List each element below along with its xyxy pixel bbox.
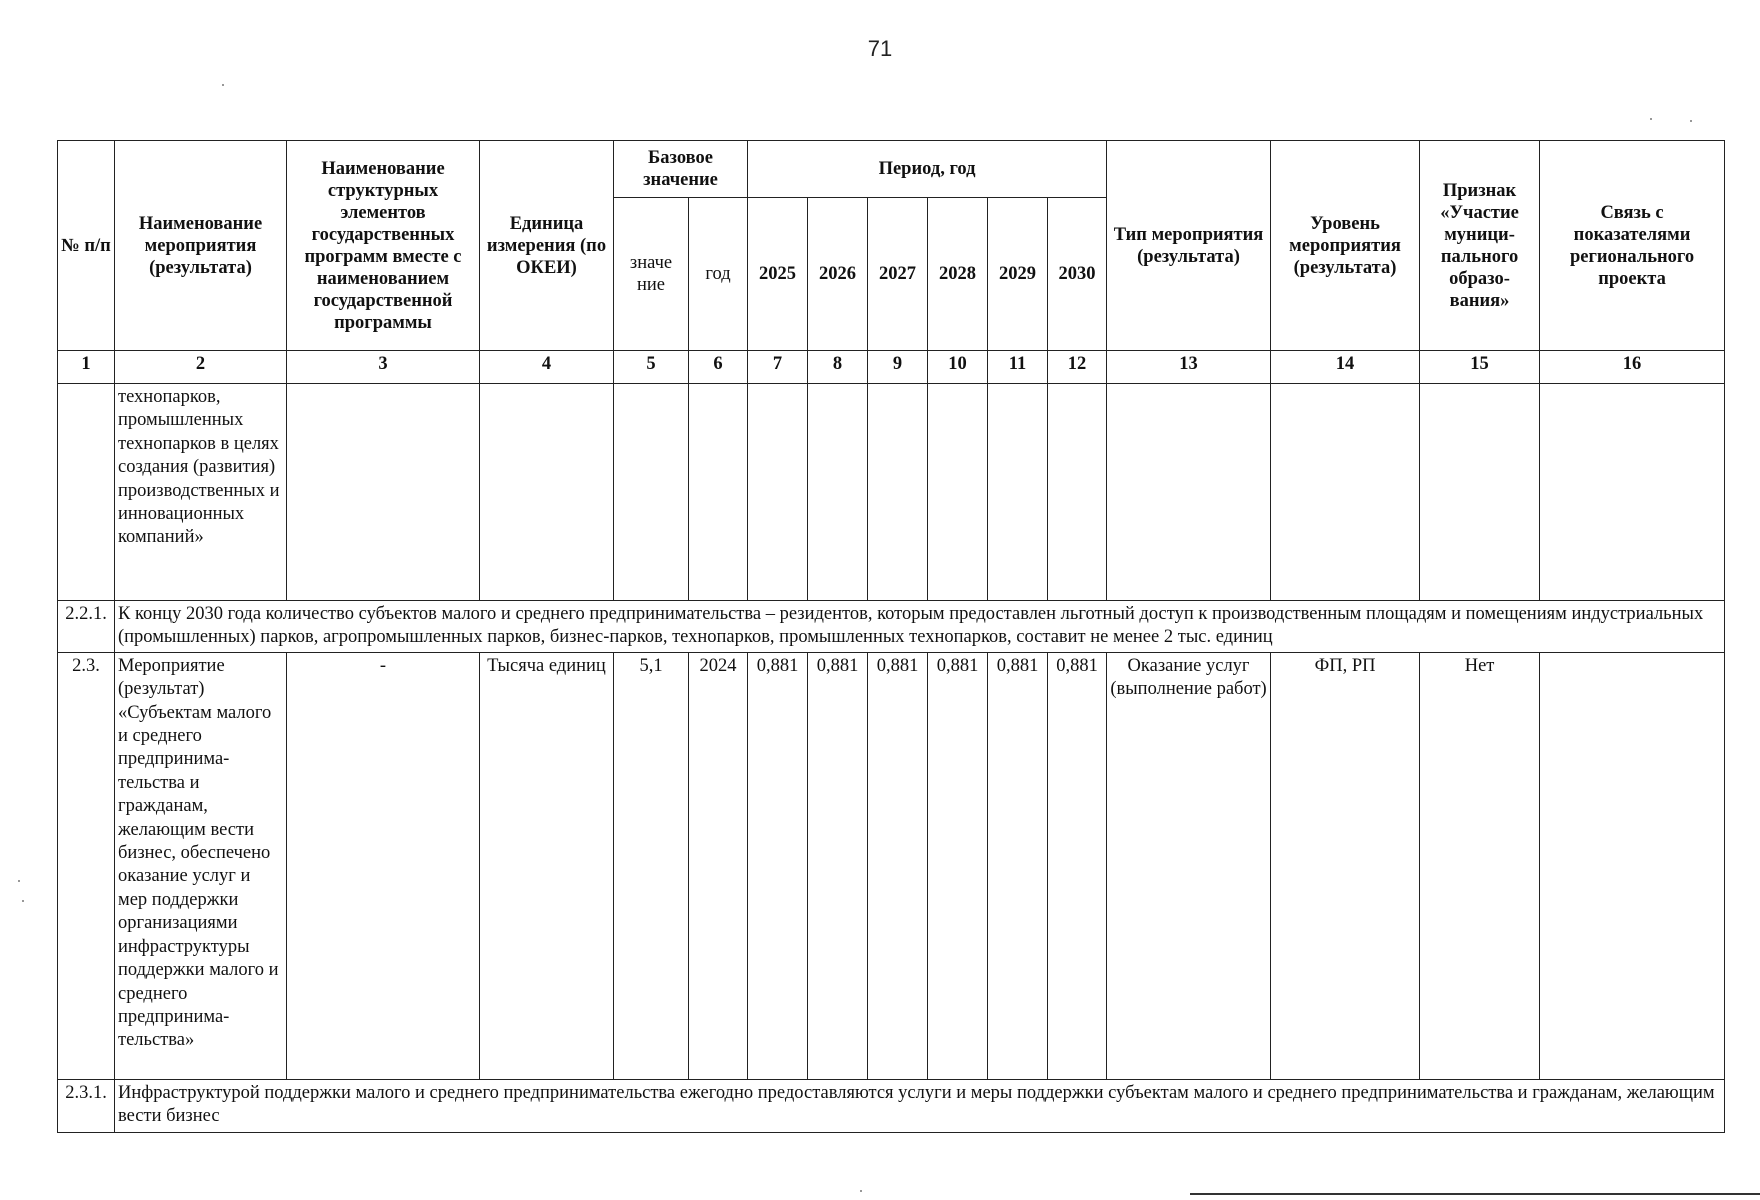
column-number: 10 (928, 351, 988, 384)
column-number: 13 (1107, 351, 1271, 384)
column-number: 9 (868, 351, 928, 384)
header-year: 2027 (868, 198, 928, 351)
row-number: 2.3. (58, 652, 115, 1079)
column-number: 8 (808, 351, 868, 384)
measure-name-continuation: технопарков, промышленных технопарков в целях создания (развития) производственных и инновационных компаний» (115, 384, 287, 601)
header-municipal: Признак «Участие муници- пального образо- вания» (1420, 141, 1540, 351)
header-num: № п/п (58, 141, 115, 351)
header-year: 2028 (928, 198, 988, 351)
unit: Тысяча единиц (480, 652, 614, 1079)
scan-edge-line (1190, 1193, 1760, 1195)
structural-element: - (287, 652, 480, 1079)
column-number: 12 (1048, 351, 1107, 384)
period-value: 0,881 (808, 652, 868, 1079)
header-unit: Единица измерения (по ОКЕИ) (480, 141, 614, 351)
header-base: Базовое значение (614, 141, 748, 198)
header-period: Период, год (748, 141, 1107, 198)
cell-empty (1271, 384, 1420, 601)
period-value: 0,881 (988, 652, 1048, 1079)
scan-speck (1650, 118, 1652, 120)
cell-empty (1420, 384, 1540, 601)
header-link: Связь с показателями регионального проекта (1540, 141, 1725, 351)
cell-empty (480, 384, 614, 601)
cell-empty (928, 384, 988, 601)
cell-empty (748, 384, 808, 601)
period-value: 0,881 (1048, 652, 1107, 1079)
cell-empty (58, 384, 115, 601)
cell-empty (808, 384, 868, 601)
cell-empty (1540, 384, 1725, 601)
header-base-year: год (689, 198, 748, 351)
row-number: 2.2.1. (58, 601, 115, 653)
header-measure-name: Наименование мероприятия (результата) (115, 141, 287, 351)
header-type: Тип мероприятия (результата) (1107, 141, 1271, 351)
cell-empty (868, 384, 928, 601)
cell-empty (1107, 384, 1271, 601)
municipal-participation: Нет (1420, 652, 1540, 1079)
column-number: 11 (988, 351, 1048, 384)
column-number: 3 (287, 351, 480, 384)
column-number: 16 (1540, 351, 1725, 384)
column-number: 14 (1271, 351, 1420, 384)
column-number: 7 (748, 351, 808, 384)
column-number: 2 (115, 351, 287, 384)
period-value: 0,881 (748, 652, 808, 1079)
row-description: Инфраструктурой поддержки малого и среднего предпринимательства ежегодно предоставляются услуги и меры поддержки субъектам малого и среднего предпринимательства и гражданам, желающим вести бизнес (115, 1079, 1725, 1132)
table-row-2-3 (58, 652, 1725, 1079)
measure-name: Мероприятие (результат) «Субъектам малого и среднего предпринима- тельства и гражданам, желающим вести бизнес, обеспечено оказание услуг и мер поддержки организациями инфраструктуры поддержки малого и среднего предпринима- тельства» (115, 652, 287, 1079)
header-year: 2026 (808, 198, 868, 351)
scan-speck (222, 84, 224, 86)
cell-empty (1048, 384, 1107, 601)
column-number-row (58, 351, 1725, 384)
row-description: К концу 2030 года количество субъектов малого и среднего предпринимательства – резидентов, которым предоставлен льготный доступ к производственным площадям и помещениям индустриальных (промышленных) парков, агропромышленных парков, бизнес-парков, технопарков, промышленных технопарков, составит не менее 2 тыс. единиц (115, 601, 1725, 653)
table-row-2-2-1 (58, 601, 1725, 653)
header-base-value: значе ние (614, 198, 689, 351)
scan-speck (18, 880, 20, 882)
table-row-2-3-1 (58, 1079, 1725, 1132)
header-year: 2030 (1048, 198, 1107, 351)
period-value: 0,881 (928, 652, 988, 1079)
cell-empty (988, 384, 1048, 601)
column-number: 5 (614, 351, 689, 384)
header-structural-elements: Наименование структурных элементов государственных программ вместе с наименованием государственной программы (287, 141, 480, 351)
page-number: 71 (867, 36, 893, 61)
period-value: 0,881 (868, 652, 928, 1079)
scan-speck (1690, 120, 1692, 122)
cell-empty (287, 384, 480, 601)
header-year: 2029 (988, 198, 1048, 351)
base-year: 2024 (689, 652, 748, 1079)
column-number: 4 (480, 351, 614, 384)
cell-empty (689, 384, 748, 601)
scan-speck (22, 900, 24, 902)
header-year: 2025 (748, 198, 808, 351)
base-value: 5,1 (614, 652, 689, 1079)
measures-table (57, 140, 1725, 1133)
measure-level: ФП, РП (1271, 652, 1420, 1079)
measure-type: Оказание услуг (выполнение работ) (1107, 652, 1271, 1079)
header-row-top (58, 141, 1725, 198)
scan-speck (860, 1190, 862, 1192)
column-number: 1 (58, 351, 115, 384)
regional-project-link (1540, 652, 1725, 1079)
column-number: 6 (689, 351, 748, 384)
table-row-continuation (58, 384, 1725, 601)
cell-empty (614, 384, 689, 601)
row-number: 2.3.1. (58, 1079, 115, 1132)
column-number: 15 (1420, 351, 1540, 384)
header-level: Уровень мероприятия (результата) (1271, 141, 1420, 351)
